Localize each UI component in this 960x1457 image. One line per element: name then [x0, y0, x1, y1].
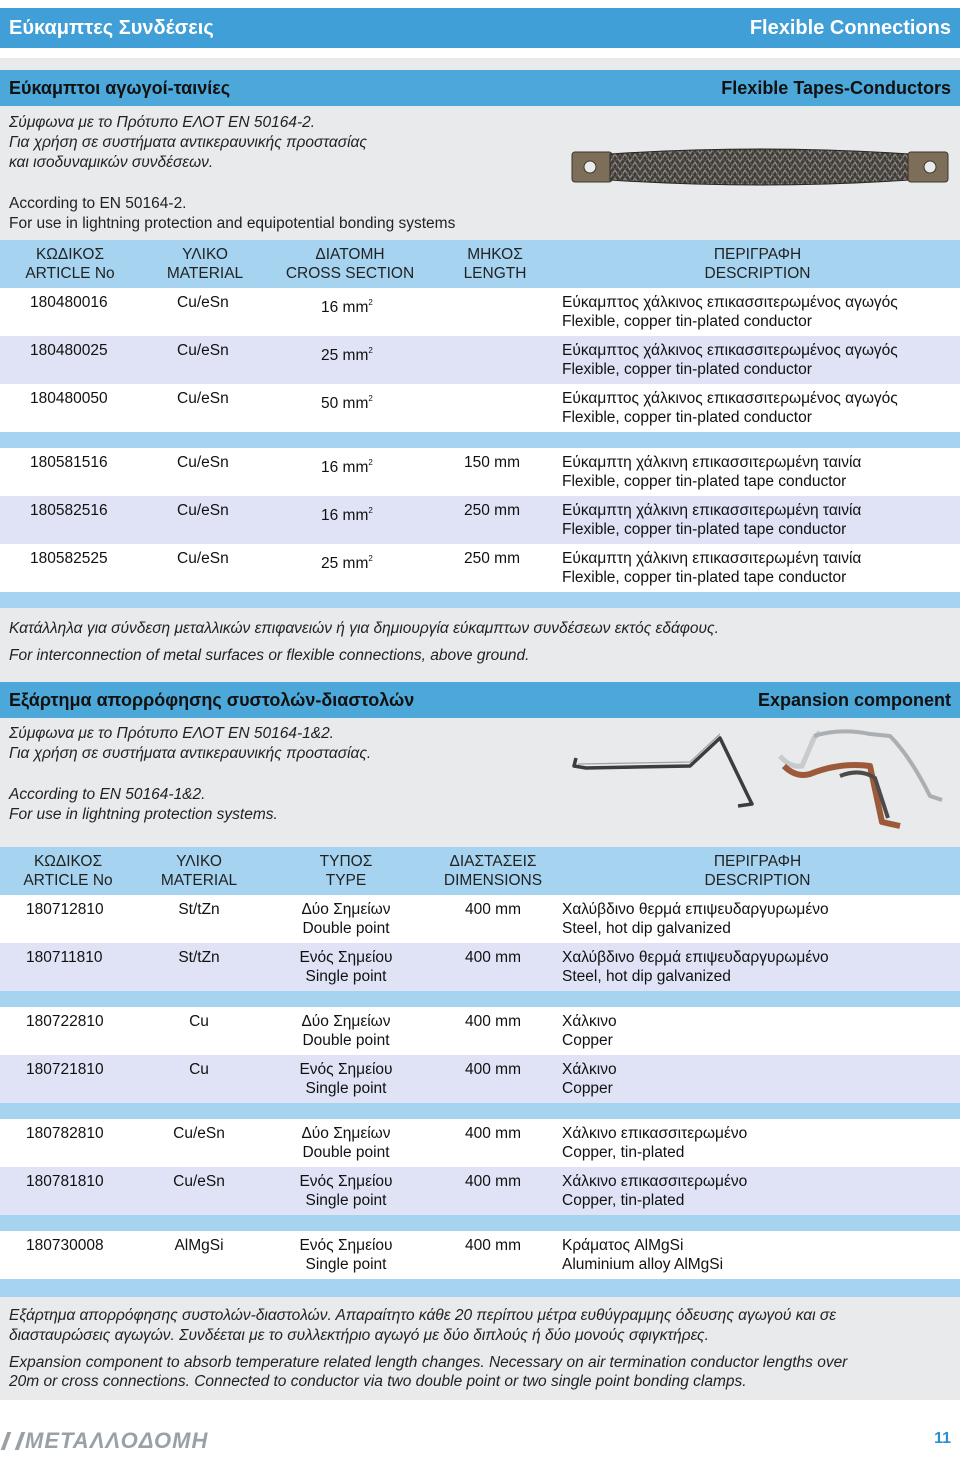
table-divider: [0, 1215, 960, 1231]
page-title-gr: Εύκαμπτες Συνδέσεις: [9, 17, 214, 39]
table-row: 180480050 Cu/eSn 50 $mm^2$ Εύκαμπτος χάλκινος επικασσιτερωμένος αγωγός Flexible, copper tin-plated conductor: [0, 384, 960, 432]
table-row: 180721810 Cu Ενός Σημείου Single point 400 mm Χάλκινο Copper: [0, 1055, 960, 1103]
table-row: 180782810 Cu/eSn Δύο Σημείων Double point 400 mm Χάλκινο επικασσιτερωμένο Copper, tin-plated: [0, 1119, 960, 1167]
flex-intro-gr-3: και ισοδυναμικών συνδέσεων.: [9, 154, 214, 171]
flex-intro-en-2: For use in lightning protection and equipotential bonding systems: [9, 215, 456, 232]
flex-note-en: For interconnection of metal surfaces or flexible connections, above ground.: [9, 647, 530, 664]
table-row: 180730008 AlMgSi Ενός Σημείου Single point 400 mm Κράματος AlMgSi Aluminium alloy AlMgSi: [0, 1231, 960, 1279]
exp-note-gr-2: διασταυρώσεις αγωγών. Συνδέεται με το συλλεκτήριο αγωγό με δύο διπλούς ή δύο μονούς σφιγκτήρες.: [9, 1327, 709, 1344]
table-divider: [0, 592, 960, 608]
logo-mark-icon: [1, 1432, 26, 1450]
exp-intro-gr-2: Για χρήση σε συστήματα αντικεραυνικής προστασίας.: [9, 745, 372, 762]
exp-note-gr-1: Εξάρτημα απορρόφησης συστολών-διαστολών. Απαραίτητο κάθε 20 περίπου μέτρα ευθύγραμμης όδευσης αγωγού και σε: [9, 1307, 837, 1324]
braided-strap-image: [570, 146, 950, 188]
exp-intro-en-1: According to EN 50164-1&2.: [9, 786, 206, 803]
flex-table-header: [0, 240, 960, 288]
flex-col-description: ΠΕΡΙΓΡΑΦΗ DESCRIPTION: [704, 246, 811, 282]
flex-col-section: ΔΙΑΤΟΜΗ CROSS SECTION: [285, 246, 415, 282]
flex-title-en: Flexible Tapes-Conductors: [721, 78, 951, 98]
exp-col-description: ΠΕΡΙΓΡΑΦΗ DESCRIPTION: [704, 853, 811, 889]
table-divider: [0, 1103, 960, 1119]
exp-intro-gr-1: Σύμφωνα με το Πρότυπο ΕΛΟΤ ΕΝ 50164-1&2.: [9, 725, 334, 742]
flex-col-material: ΥΛΙΚΟ MATERIAL: [166, 246, 244, 282]
table-row: 180480025 Cu/eSn 25 $mm^2$ Εύκαμπτος χάλκινος επικασσιτερωμένος αγωγός Flexible, copper tin-plated conductor: [0, 336, 960, 384]
flex-title-gr: Εύκαμπτοι αγωγοί-ταινίες: [9, 78, 231, 98]
table-row: 180582525 Cu/eSn 25 $mm^2$ 250 mm Εύκαμπτη χάλκινη επικασσιτερωμένη ταινία Flexible, copper tin-plated tape conductor: [0, 544, 960, 592]
page-header-bar: [0, 8, 960, 48]
exp-table-header: [0, 847, 960, 895]
flex-intro-gr-2: Για χρήση σε συστήματα αντικεραυνικής προστασίας: [9, 134, 367, 151]
table-divider: [0, 432, 960, 448]
flex-col-article: ΚΩΔΙΚΟΣ ARTICLE No: [25, 246, 115, 282]
flex-note-gr: Κατάλληλα για σύνδεση μεταλλικών επιφανειών ή για δημιουργία εύκαμπτων συνδέσεων εκτός εδάφους.: [9, 620, 719, 637]
table-row: 180480016 Cu/eSn 16 $mm^2$ Εύκαμπτος χάλκινος επικασσιτερωμένος αγωγός Flexible, copper tin-plated conductor: [0, 288, 960, 336]
exp-col-article: ΚΩΔΙΚΟΣ ARTICLE No: [23, 853, 113, 889]
table-row: 180582516 Cu/eSn 16 $mm^2$ 250 mm Εύκαμπτη χάλκινη επικασσιτερωμένη ταινία Flexible, copper tin-plated tape conductor: [0, 496, 960, 544]
exp-title-en: Expansion component: [757, 690, 951, 710]
exp-title-gr: Εξάρτημα απορρόφησης συστολών-διαστολών: [9, 690, 415, 710]
flex-intro-gr-1: Σύμφωνα με το Πρότυπο ΕΛΟΤ ΕΝ 50164-2.: [9, 114, 316, 131]
table-row: 180722810 Cu Δύο Σημείων Double point 400 mm Χάλκινο Copper: [0, 1007, 960, 1055]
table-row: 180711810 St/tZn Ενός Σημείου Single point 400 mm Χαλύβδινο θερμά επιψευδαργυρωμένο Steel, hot dip galvanized: [0, 943, 960, 991]
flex-section-bar: [0, 70, 960, 106]
company-logo: ΜΕΤΑΛΛΟΔΟΜΗ: [4, 1428, 208, 1454]
exp-note-en-2: 20m or cross connections. Connected to conductor via two double point or two single point bonding clamps.: [9, 1373, 747, 1390]
table-row: 180581516 Cu/eSn 16 $mm^2$ 150 mm Εύκαμπτη χάλκινη επικασσιτερωμένη ταινία Flexible, copper tin-plated tape conductor: [0, 448, 960, 496]
exp-note-en-1: Expansion component to absorb temperature related length changes. Necessary on air termination conductor lengths over: [9, 1354, 848, 1371]
table-row: 180781810 Cu/eSn Ενός Σημείου Single point 400 mm Χάλκινο επικασσιτερωμένο Copper, tin-plated: [0, 1167, 960, 1215]
page-number: 11: [934, 1430, 951, 1447]
exp-section-bar: [0, 682, 960, 718]
exp-col-type: ΤΥΠΟΣ TYPE: [319, 853, 373, 889]
exp-col-material: ΥΛΙΚΟ MATERIAL: [160, 853, 238, 889]
exp-col-dimensions: ΔΙΑΣΤΑΣΕΙΣ DIMENSIONS: [443, 853, 543, 889]
flex-col-length: ΜΗΚΟΣ LENGTH: [463, 246, 527, 282]
flex-intro-en-1: According to EN 50164-2.: [9, 195, 187, 212]
table-row: 180712810 St/tZn Δύο Σημείων Double point 400 mm Χαλύβδινο θερμά επιψευδαργυρωμένο Steel, hot dip galvanized: [0, 895, 960, 943]
exp-intro-en-2: For use in lightning protection systems.: [9, 806, 278, 823]
expansion-component-image: [570, 726, 950, 836]
page-title-en: Flexible Connections: [749, 17, 951, 39]
table-divider: [0, 991, 960, 1007]
table-divider: [0, 1279, 960, 1297]
